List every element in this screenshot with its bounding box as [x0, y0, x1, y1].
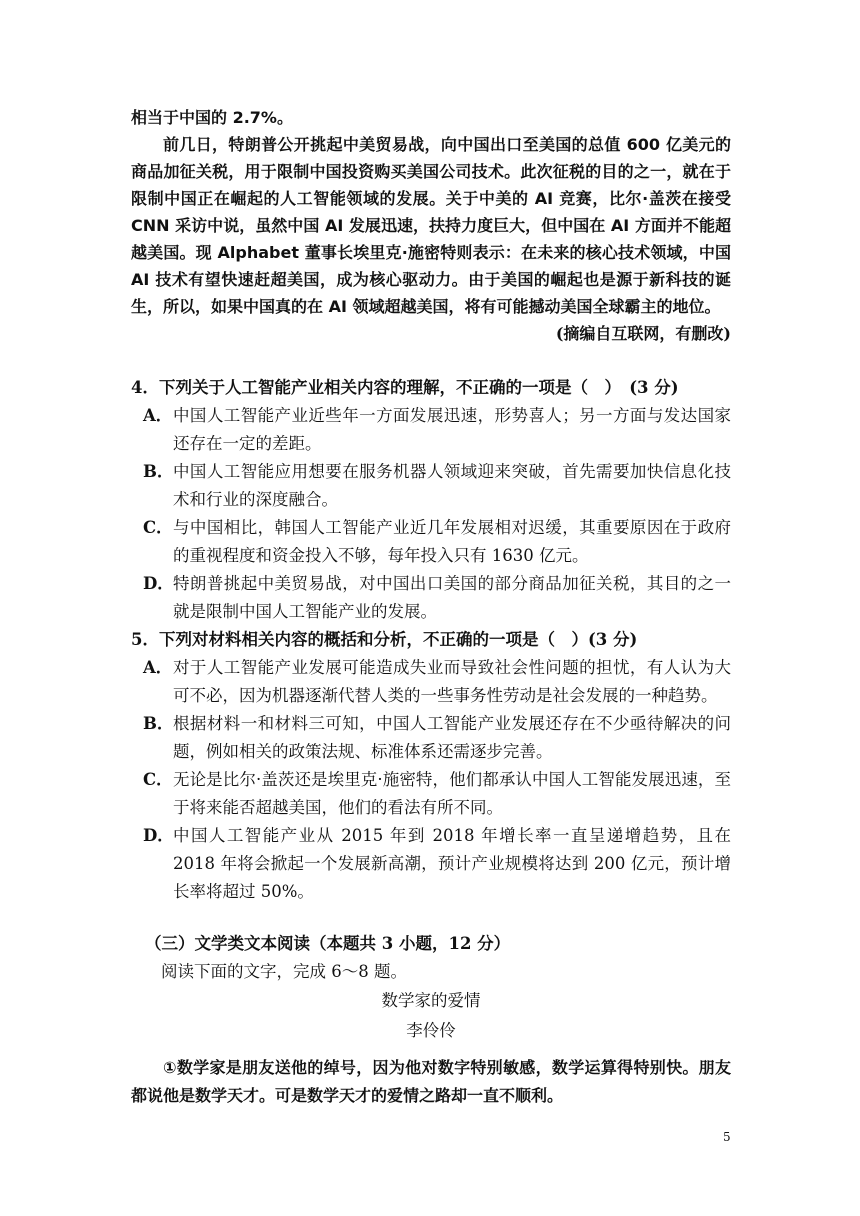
option-text: 根据材料一和材料三可知，中国人工智能产业发展还存在不少亟待解决的问题，例如相关的政策法规、标准体系还需逐步完善。 [173, 714, 731, 761]
option-4a [131, 402, 731, 458]
option-5d [131, 822, 731, 906]
option-letter: C． [143, 518, 173, 537]
story-title: 数学家的爱情 [381, 991, 481, 1010]
option-4b [131, 458, 731, 514]
section-instruction: 阅读下面的文字，完成 6～8 题。 [161, 962, 407, 981]
story-paragraph-1: ①数学家是朋友送他的绰号，因为他对数字特别敏感，数学运算得特别快。朋友都说他是数学天才。可是数学天才的爱情之路却一直不顺利。 [131, 1058, 731, 1105]
page-number: 5 [723, 1130, 731, 1144]
option-text: 中国人工智能产业近些年一方面发展迅速，形势喜人；另一方面与发达国家还存在一定的差距。 [173, 406, 731, 453]
option-text: 特朗普挑起中美贸易战，对中国出口美国的部分商品加征关税，其目的之一就是限制中国人工智能产业的发展。 [173, 574, 731, 621]
option-4c [131, 514, 731, 570]
option-letter: C． [143, 770, 173, 789]
story-author: 李伶伶 [406, 1021, 456, 1040]
option-5c [131, 766, 731, 822]
option-letter: B． [143, 714, 174, 733]
option-text: 与中国相比，韩国人工智能产业近几年发展相对迟缓，其重要原因在于政府的重视程度和资金投入不够，每年投入只有 1630 亿元。 [173, 518, 731, 565]
question-4 [131, 374, 731, 626]
question-5 [131, 626, 731, 906]
option-5b [131, 710, 731, 766]
option-text: 中国人工智能产业从 2015 年到 2018 年增长率一直呈递增趋势，且在 2018 年将会掀起一个发展新高潮，预计产业规模将达到 200 亿元，预计增长率将超过 50%。 [173, 826, 731, 901]
passage-lead: 相当于中国的 2.7%。 [131, 108, 293, 127]
option-letter: D． [143, 574, 174, 593]
option-text: 对于人工智能产业发展可能造成失业而导致社会性问题的担忧，有人认为大可不必，因为机器逐渐代替人类的一些事务性劳动是社会发展的一种趋势。 [173, 658, 731, 705]
option-letter: B． [143, 462, 174, 481]
option-text: 中国人工智能应用想要在服务机器人领域迎来突破，首先需要加快信息化技术和行业的深度融合。 [173, 462, 731, 509]
section-heading: （三）文学类文本阅读（本题共 3 小题，12 分） [145, 934, 511, 953]
option-letter: A． [143, 406, 173, 425]
passage-paragraph: 前几日，特朗普公开挑起中美贸易战，向中国出口至美国的总值 600 亿美元的商品加征关税，用于限制中国投资购买美国公司技术。此次征税的目的之一，就在于限制中国正在崛起的人工智能领域的发展。关于中美的 AI 竞赛，比尔·盖茨在接受 CNN 采访中说，虽然中国 AI 发展迅速，扶持力度巨大，但中国在 AI 方面并不能超越美国。现 Alphabet 董事长埃里克·施密特则表示：在未来的核心技术领域，中国 AI 技术有望快速赶超美国，成为核心驱动力。由于美国的崛起也是源于新科技的诞生，所以，如果中国真的在 AI 领域超越美国，将有可能撼动美国全球霸主的地位。 [131, 135, 731, 316]
question-4-stem: 4．下列关于人工智能产业相关内容的理解，不正确的一项是（ ） (3 分) [131, 378, 679, 397]
passage-continuation [131, 104, 731, 347]
passage-source: (摘编自互联网，有删改) [555, 324, 731, 343]
option-letter: A． [143, 658, 173, 677]
section-literary-reading [131, 930, 731, 1110]
option-text: 无论是比尔·盖茨还是埃里克·施密特，他们都承认中国人工智能发展迅速，至于将来能否超越美国，他们的看法有所不同。 [173, 770, 731, 817]
question-5-stem: 5．下列对材料相关内容的概括和分析，不正确的一项是（ ）(3 分) [131, 630, 638, 649]
option-5a [131, 654, 731, 710]
option-4d [131, 570, 731, 626]
option-letter: D． [143, 826, 174, 845]
